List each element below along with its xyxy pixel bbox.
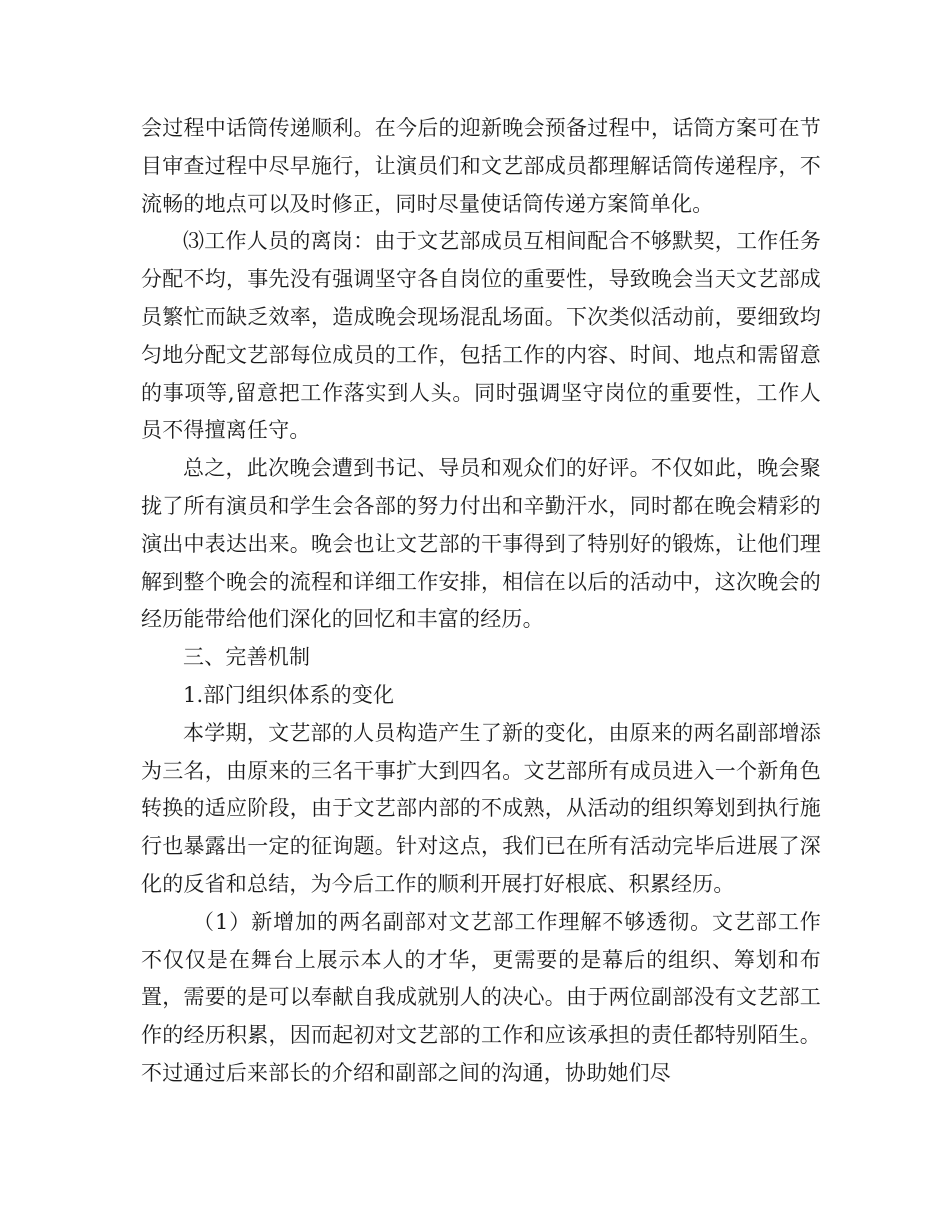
section-heading-improve-mechanism: 三、完善机制 (183, 645, 311, 670)
document-body (141, 110, 821, 1093)
subsection-heading-organization-change: 1.部门组织体系的变化 (183, 682, 395, 707)
paragraph-personnel-structure: 本学期，文艺部的人员构造产生了新的变化，由原来的两名副部增添为三名，由原来的三名干事扩大到四名。文艺部所有成员进入一个新角色转换的适应阶段，由于文艺部内部的不成熟，从活动的组织筹划到执行施行也暴露出一定的征询题。针对这点，我们已在所有活动完毕后进展了深化的反省和总结，为今后工作的顺利开展打好根底、积累经历。 (141, 720, 821, 896)
paragraph-staff-absence: ⑶工作人员的离岗：由于文艺部成员互相间配合不够默契，工作任务分配不均，事先没有强调坚守各自岗位的重要性，导致晚会当天文艺部成员繁忙而缺乏效率，造成晚会现场混乱场面。下次类似活动前，要细致均匀地分配文艺部每位成员的工作，包括工作的内容、时间、地点和需留意的事项等,留意把工作落实到人头。同时强调坚守岗位的重要性，工作人员不得擅离任守。 (141, 229, 821, 443)
paragraph-summary: 总之，此次晚会遭到书记、导员和观众们的好评。不仅如此，晚会聚拢了所有演员和学生会各部的努力付出和辛勤汗水，同时都在晚会精彩的演出中表达出来。晚会也让文艺部的干事得到了特别好的锻炼，让他们理解到整个晚会的流程和详细工作安排，相信在以后的活动中，这次晚会的经历能带给他们深化的回忆和丰富的经历。 (141, 456, 821, 632)
paragraph-microphone-continuation: 会过程中话筒传递顺利。在今后的迎新晚会预备过程中，话筒方案可在节目审查过程中尽早施行，让演员们和文艺部成员都理解话筒传递程序，不流畅的地点可以及时修正，同时尽量使话筒传递方案简单化。 (141, 116, 821, 216)
paragraph-item-new-deputies: （1）新增加的两名副部对文艺部工作理解不够透彻。文艺部工作不仅仅是在舞台上展示本人的才华，更需要的是幕后的组织、筹划和布置，需要的是可以奉献自我成就别人的决心。由于两位副部没有文艺部工作的经历积累，因而起初对文艺部的工作和应该承担的责任都特别陌生。不过通过后来部长的介绍和副部之间的沟通，协助她们尽 (141, 909, 821, 1085)
